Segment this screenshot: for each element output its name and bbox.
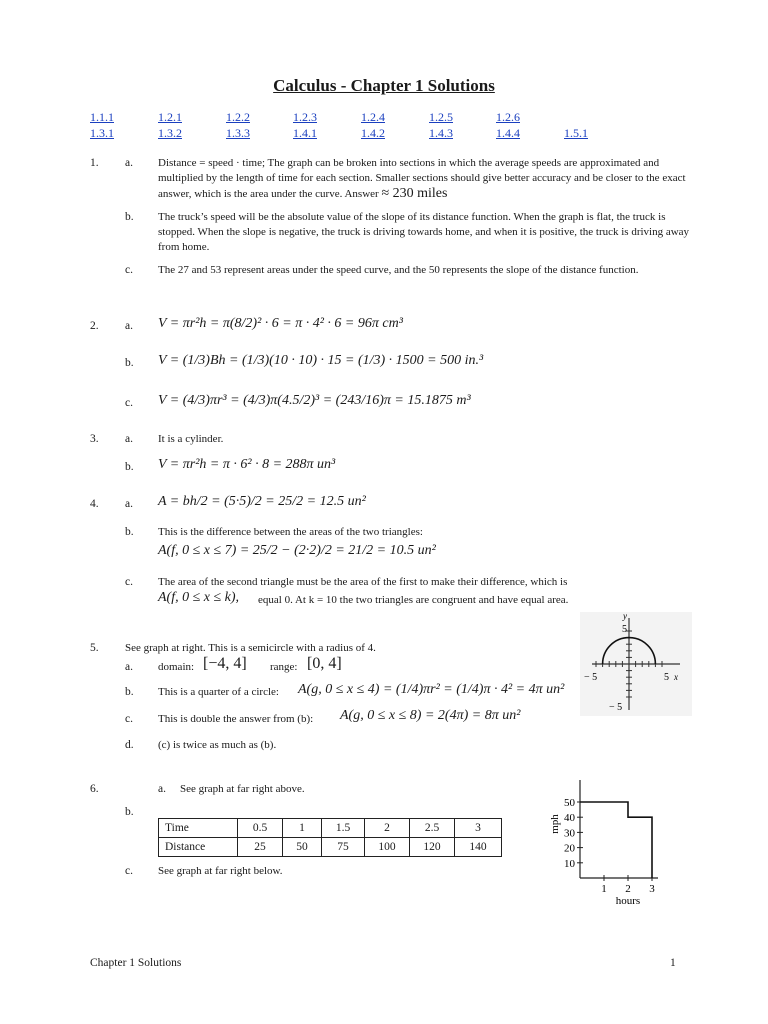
x-left-label: − 5 [584,672,598,683]
link-1-1-1[interactable]: 1.1.1 [90,110,114,124]
time-distance-table [158,818,502,857]
footer-left: Chapter 1 Solutions [90,957,182,969]
problem-1b-label: b. [125,211,134,223]
y-bottom-label: − 5 [609,702,623,713]
problem-6c-text: See graph at far right below. [158,865,283,877]
problem-6-number: 6. [90,783,99,795]
link-1-4-3[interactable]: 1.4.3 [429,126,453,140]
problem-3a-label: a. [125,433,133,445]
problem-2-number: 2. [90,320,99,332]
chart-xlabel: hours [615,895,641,906]
problem-4a-math: A = bh/2 = (5·5)/2 = 25/2 = 12.5 un² [158,494,366,509]
table-cell: 25 [238,838,283,857]
speed-series-line [580,802,652,878]
problem-4c-text1: The area of the second triangle must be the area of the first to make their difference, which is [158,576,568,588]
problem-1a-text: Distance = speed · time; The graph can be broken into sections in which the average speeds are approximated and multiplied by the length of time for each section. Smaller sections should give better accuracy and be closer to the exact answer, which is the area under the curve. Answer ≈ 230 miles [158,157,686,201]
chart-ylabel: mph [549,814,561,834]
problem-5a-label: a. [125,661,133,673]
link-1-3-1[interactable]: 1.3.1 [90,126,114,140]
table-cell: 50 [283,838,322,857]
table-cell: 75 [322,838,365,857]
problem-6b-label: b. [125,806,134,818]
problem-5a-domain-label: domain: [158,661,195,673]
table-cell: 120 [410,838,455,857]
link-1-2-6[interactable]: 1.2.6 [496,110,520,124]
y-tick-label: 30 [564,827,575,840]
problem-1-number: 1. [90,157,99,169]
problem-2c-math: V = (4/3)πr³ = (4/3)π(4.5/2)³ = (243/16)π = 15.1875 m³ [158,393,471,408]
y-axis-label: y [623,612,627,621]
problem-5-intro: See graph at right. This is a semicircle with a radius of 4. [125,642,376,654]
problem-5c-math: A(g, 0 ≤ x ≤ 8) = 2(4π) = 8π un² [340,708,521,723]
link-1-3-2[interactable]: 1.3.2 [158,126,182,140]
problem-4a-label: a. [125,498,133,510]
problem-4-number: 4. [90,498,99,510]
link-1-3-3[interactable]: 1.3.3 [226,126,250,140]
y-tick-label: 20 [564,842,575,855]
link-1-4-4[interactable]: 1.4.4 [496,126,520,140]
table-cell: 140 [455,838,502,857]
problem-5a-domain: [−4, 4] [203,655,247,672]
problem-5-number: 5. [90,642,99,654]
table-cell: 2.5 [410,819,455,838]
y-top-label: 5 [622,624,627,635]
problem-3a-text: It is a cylinder. [158,433,224,445]
page-title: Calculus - Chapter 1 Solutions [273,76,495,95]
problem-4c-math: A(f, 0 ≤ x ≤ k), [158,590,240,605]
problem-5a-range: [0, 4] [307,655,342,672]
link-1-2-5[interactable]: 1.2.5 [429,110,453,124]
link-1-2-3[interactable]: 1.2.3 [293,110,317,124]
x-tick-label: 3 [649,883,655,895]
problem-3b-math: V = πr²h = π · 6² · 8 = 288π un³ [158,457,336,472]
problem-1c-label: c. [125,264,133,276]
problem-4b-math: A(f, 0 ≤ x ≤ 7) = 25/2 − (2·2)/2 = 21/2 = 10.5 un² [158,543,436,558]
table-cell: 0.5 [238,819,283,838]
problem-1b-text: The truck’s speed will be the absolute value of the slope of its distance function. When the graph is flat, the truck is stopped. When the slope is negative, the truck is driving towards home, and when it is positive, the truck is driving away from home. [158,211,690,253]
problem-5d-label: d. [125,739,134,751]
link-1-2-1[interactable]: 1.2.1 [158,110,182,124]
problem-4b-label: b. [125,526,134,538]
table-cell: 3 [455,819,502,838]
semicircle-graph [580,612,692,716]
table-cell: 1 [283,819,322,838]
link-1-2-2[interactable]: 1.2.2 [226,110,250,124]
link-1-2-4[interactable]: 1.2.4 [361,110,385,124]
table-row [159,819,502,838]
speed-step-chart [536,776,666,906]
problem-3b-label: b. [125,461,134,473]
link-1-5-1[interactable]: 1.5.1 [564,126,588,140]
table-cell: 1.5 [322,819,365,838]
problem-4c-text2: equal 0. At k = 10 the two triangles are congruent and have equal area. [258,594,569,606]
table-cell: Time [159,819,238,838]
problem-2a-label: a. [125,320,133,332]
problem-5b-text: This is a quarter of a circle: [158,686,279,698]
problem-5d-text: (c) is twice as much as (b). [158,739,277,751]
x-right-label: 5 [664,672,669,683]
x-tick-label: 1 [601,883,607,895]
table-cell: 2 [365,819,410,838]
problem-5b-label: b. [125,686,134,698]
problem-5b-math: A(g, 0 ≤ x ≤ 4) = (1/4)πr² = (1/4)π · 4² = 4π un² [298,682,565,697]
problem-6a-label: a. [158,783,166,795]
x-axis-label: x [674,672,678,682]
x-tick-label: 2 [625,883,631,895]
table-cell: 100 [365,838,410,857]
problem-6c-label: c. [125,865,133,877]
table-row [159,838,502,857]
problem-3-number: 3. [90,433,99,445]
footer-page-number: 1 [670,957,676,969]
y-tick-label: 10 [564,857,575,870]
problem-2a-math: V = πr²h = π(8/2)² · 6 = π · 4² · 6 = 96π cm³ [158,316,403,331]
problem-2b-label: b. [125,357,134,369]
problem-5c-label: c. [125,713,133,725]
problem-1a-label: a. [125,157,133,169]
problem-6a-text: See graph at far right above. [180,783,305,795]
y-tick-label: 50 [564,797,575,809]
problem-4b-text: This is the difference between the areas of the two triangles: [158,526,423,538]
problem-5a-range-label: range: [270,661,298,673]
problem-2c-label: c. [125,397,133,409]
table-cell: Distance [159,838,238,857]
link-1-4-2[interactable]: 1.4.2 [361,126,385,140]
problem-5c-text: This is double the answer from (b): [158,713,314,725]
link-1-4-1[interactable]: 1.4.1 [293,126,317,140]
problem-4c-label: c. [125,576,133,588]
problem-2b-math: V = (1/3)Bh = (1/3)(10 · 10) · 15 = (1/3) · 1500 = 500 in.³ [158,353,484,368]
y-tick-label: 40 [564,812,575,825]
problem-1c-text: The 27 and 53 represent areas under the speed curve, and the 50 represents the slope of the distance function. [158,264,639,276]
problem-1a-answer: ≈ 230 miles [381,186,448,201]
